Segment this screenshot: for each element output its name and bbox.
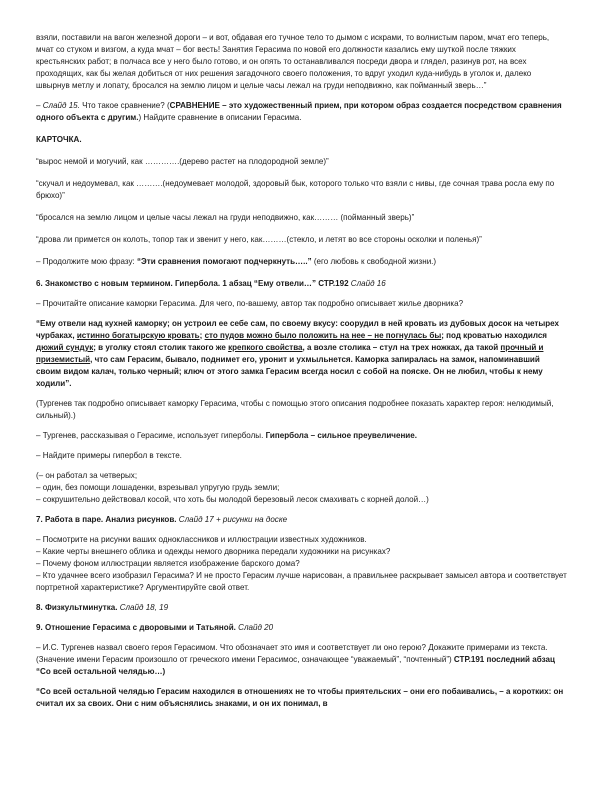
text-run: СТР.191 последний абзац “Со всей остальной челядью…) [36, 655, 555, 676]
text-run: – Прочитайте описание каморки Герасима. Для чего, по-вашему, автор так подробно описывает жилье дворника? [36, 299, 464, 308]
text-run: КАРТОЧКА. [36, 135, 82, 144]
text-run: “Ему отвели над кухней каморку; он устроил ее себе сам, по своему вкусу: соорудил в ней кровать из дубовых досок на четырех чурбаках, [36, 319, 559, 340]
text-run: (– он работал за четверых; [36, 471, 138, 480]
text-run: 7. Работа в паре. Анализ рисунков. [36, 515, 177, 524]
paragraph [36, 482, 567, 494]
text-run: – Найдите примеры гипербол в тексте. [36, 451, 182, 460]
paragraph [36, 234, 567, 246]
paragraph [36, 318, 567, 390]
paragraph [36, 100, 567, 124]
paragraph [36, 398, 567, 422]
paragraph [36, 514, 567, 526]
text-run: “дрова ли примется он колоть, топор так и звенит у него, как………(стекло, и летят во все стороны осколки и поленья)” [36, 235, 482, 244]
text-run: дюжий сундук [36, 343, 94, 352]
paragraph [36, 570, 567, 594]
paragraph [36, 602, 567, 614]
text-run: 9. Отношение Герасима с дворовыми и Татьяной. [36, 623, 236, 632]
text-run: сто пудов можно было положить на нее – не погнулась бы [204, 331, 442, 340]
text-run: ; под кроватью находился [441, 331, 547, 340]
text-run: “Со всей остальной челядью Герасим находился в отношениях не то чтобы приятельских – они его побаивались, – а коротких: он считал их за своих. Они с ним объяснялись знаками, и он их понимал, в [36, 687, 564, 708]
paragraph [36, 470, 567, 482]
paragraph [36, 450, 567, 462]
paragraph [36, 212, 567, 224]
text-run: “Эти сравнения помогают подчеркнуть…..” [137, 257, 312, 266]
text-run: Слайд 16 [348, 279, 386, 288]
text-run: (его любовь к свободной жизни.) [311, 257, 437, 266]
text-run: – Кто удачнее всего изобразил Герасима? И не просто Герасим лучше нарисован, а правильнее раскрывает замысел автора и соответствует портретной характеристике? Аргументируйте свой ответ. [36, 571, 567, 592]
paragraph [36, 134, 567, 146]
text-run: – сокрушительно действовал косой, что хоть бы молодой березовый лесок смахивать с корней долой…) [36, 495, 429, 504]
paragraph [36, 642, 567, 678]
paragraph [36, 278, 567, 290]
paragraph [36, 256, 567, 268]
text-run: Слайд 17 + рисунки на доске [176, 515, 288, 524]
text-run: взяли, поставили на вагон железной дороги – и вот, обдавая его тучное тело то дымом с искрами, то волнистым паром, мчат его теперь, мчат со стуком и визгом, а куда мчат – бог весть! Занятия Герасима по новой его должности казались ему шуткой после тяжких крестьянских работ; в полчаса все у него было готово, и он опять то останавливался посреди двора и глядел, разинув рот, на всех проходящих, как бы желая добиться от них решения загадочного своего положения, то вдруг уходил куда-нибудь в уголок и, далеко швырнув метлу и лопату, бросался на землю лицом и целые часы лежал на груди неподвижно, как пойманный зверь…” [36, 33, 550, 90]
text-run: – один, без помощи лошаденки, взрезывал упругую грудь земли; [36, 483, 280, 492]
text-run: 6. Знакомство с новым термином. Гипербола. 1 абзац “Ему отвели…” СТР.192 [36, 279, 349, 288]
text-run: 8. Физкультминутка. [36, 603, 118, 612]
text-run: “скучал и недоумевал, как ……….(недоумевает молодой, здоровый бык, которого только что взяли с нивы, где сочная трава росла ему по брюхо)” [36, 179, 555, 200]
text-run: , что сам Герасим, бывало, поднимет его, уронит и ухмыльнется. Каморка запиралась на замок, напоминавший своим видом калач, только черный; ключ от этого замка Герасим всегда носил с собой на пояске. Он не любил, чтобы к нему ходили”. [36, 355, 543, 388]
paragraph [36, 430, 567, 442]
text-run: крепкого свойства [228, 343, 303, 352]
paragraph [36, 156, 567, 168]
text-run: Слайд 20 [235, 623, 274, 632]
paragraph [36, 558, 567, 570]
text-run: СРАВНЕНИЕ – это художественный прием, при котором образ создается посредством сравнения одного объекта с другим. [36, 101, 562, 122]
paragraph [36, 546, 567, 558]
text-run: “бросался на землю лицом и целые часы лежал на груди неподвижно, как……… (пойманный зверь)” [36, 213, 415, 222]
paragraph [36, 534, 567, 546]
text-run: “вырос немой и могучий, как ………….(дерево растет на плодородной земле)” [36, 157, 329, 166]
text-run: – Продолжите мою фразу: [36, 257, 137, 266]
text-run: – И.С. Тургенев назвал своего героя Герасимом. Что обозначает это имя и соответствует ли оно герою? Докажите примерами из текста. (Значение имени Герасим произошло от греческого имени Герасимос, означающее “уважаемый”, “почтенный”) [36, 643, 548, 664]
paragraph [36, 686, 567, 710]
paragraph [36, 32, 567, 92]
text-run: ; в уголку стоял столик такого же [93, 343, 229, 352]
text-run: Слайд 18, 19 [117, 603, 169, 612]
text-run: – [36, 101, 43, 110]
text-run: – Тургенев, рассказывая о Герасиме, использует гиперболы. [36, 431, 266, 440]
paragraph [36, 178, 567, 202]
text-run: Слайд 15. [42, 101, 80, 110]
text-run: прочный и приземистый [36, 343, 544, 364]
paragraph [36, 494, 567, 506]
text-run: – Какие черты внешнего облика и одежды немого дворника передали художники на рисунках? [36, 547, 391, 556]
text-run: – Посмотрите на рисунки ваших одноклассников и иллюстрации известных художников. [36, 535, 367, 544]
text-run: истинно богатырскую кровать [76, 331, 200, 340]
text-run: , а возле столика – стул на трех ножках, да такой [302, 343, 501, 352]
text-run: Гипербола – сильное преувеличение. [265, 431, 417, 440]
text-run: Что такое сравнение? ( [79, 101, 170, 110]
text-run: – Почему фоном иллюстрации является изображение барского дома? [36, 559, 300, 568]
text-run: (Тургенев так подробно описывает каморку Герасима, чтобы с помощью этого описания подробнее показать характер героя: нелюдимый, сильный).) [36, 399, 554, 420]
paragraph [36, 622, 567, 634]
text-run: ) Найдите сравнение в описании Герасима. [138, 113, 302, 122]
text-run: ; [199, 331, 205, 340]
paragraph [36, 298, 567, 310]
